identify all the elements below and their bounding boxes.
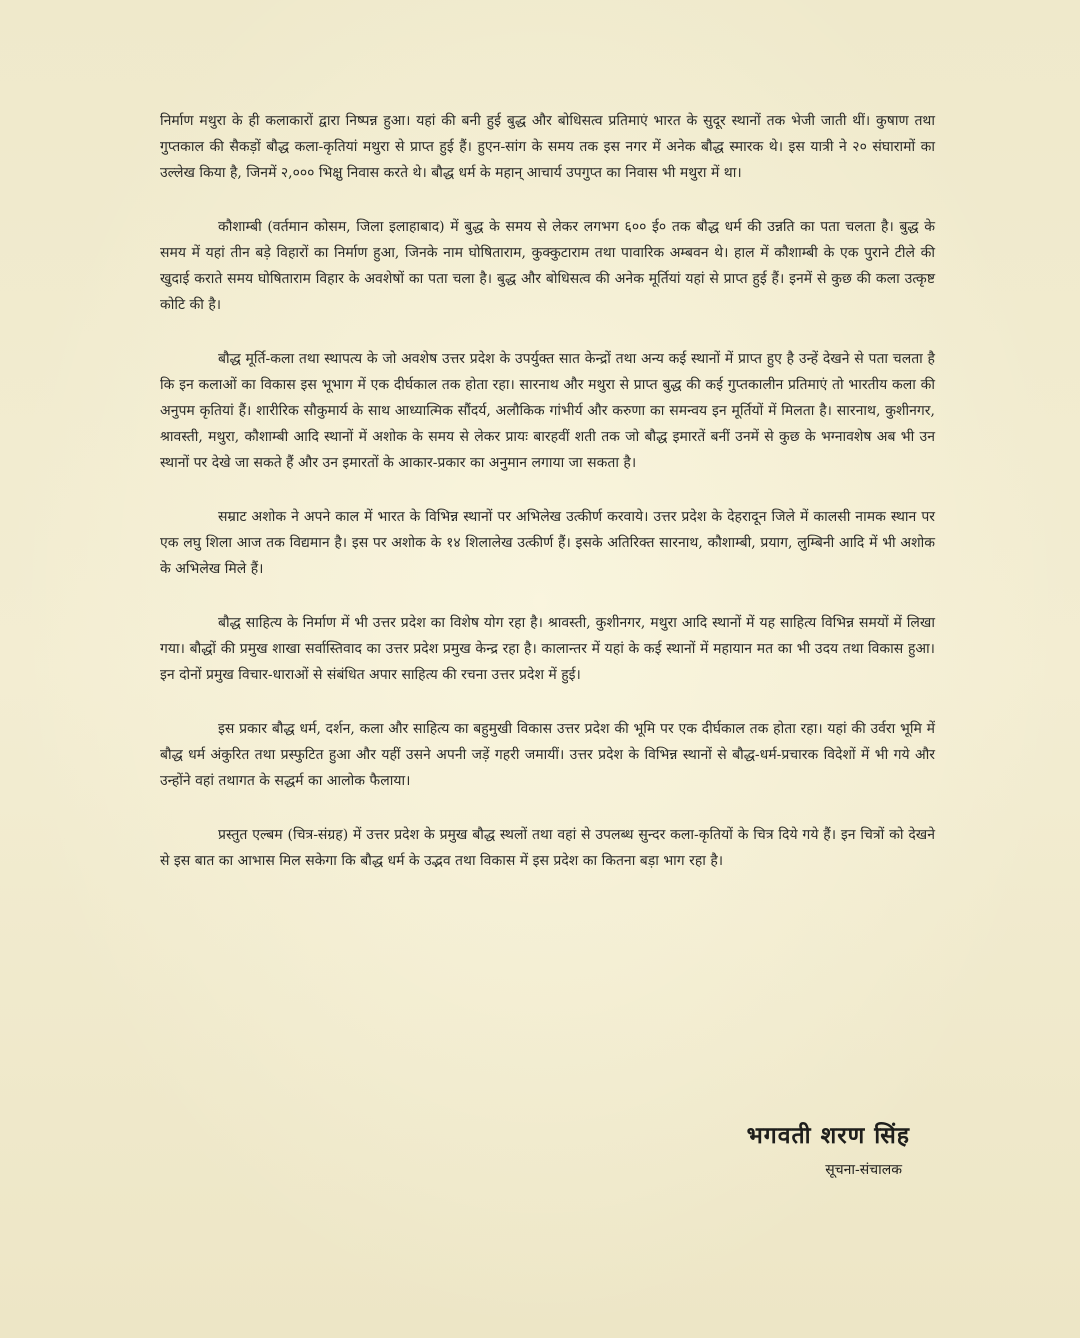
paragraph-album-intro: प्रस्तुत एल्बम (चित्र-संग्रह) में उत्तर प्रदेश के प्रमुख बौद्ध स्थलों तथा वहां से उपलब्ध सुन्दर कला-कृतियों के चित्र दिये गये हैं। इन चित्रों को देखने से इस बात का आभास मिल सकेगा कि बौद्ध धर्म के उद्भव तथा विकास में इस प्रदेश का कितना बड़ा भाग रहा है। — [160, 827, 935, 869]
paragraph-mathura: निर्माण मथुरा के ही कलाकारों द्वारा निष्पन्न हुआ। यहां की बनी हुई बुद्ध और बोधिसत्व प्रतिमाएं भारत के सुदूर स्थानों तक भेजी जाती थीं। कुषाण तथा गुप्तकाल की सैकड़ों बौद्ध कला-कृतियां मथुरा से प्राप्त हुई हैं। हुएन-सांग के समय तक इस नगर में अनेक बौद्ध स्मारक थे। इस यात्री ने २० संघारामों का उल्लेख किया है, जिनमें २,००० भिक्षु निवास करते थे। बौद्ध धर्म के महान् आचार्य उपगुप्त का निवास भी मथुरा में था। — [160, 113, 935, 181]
signatory-title: सूचना-संचालक — [825, 1162, 902, 1178]
body-text — [160, 108, 935, 902]
signature-block — [747, 1118, 910, 1179]
paragraph-kaushambi: कौशाम्बी (वर्तमान कोसम, जिला इलाहाबाद) में बुद्ध के समय से लेकर लगभग ६०० ई० तक बौद्ध धर्म की उन्नति का पता चलता है। बुद्ध के समय में यहां तीन बड़े विहारों का निर्माण हुआ, जिनके नाम घोषिताराम, कुक्कुटाराम तथा पावारिक अम्बवन थे। हाल में कौशाम्बी के एक पुराने टीले की खुदाई कराते समय घोषिताराम विहार के अवशेषों का पता चला है। बुद्ध और बोधिसत्व की अनेक मूर्तियां यहां से प्राप्त हुई हैं। इनमें से कुछ की कला उत्कृष्ट कोटि की है। — [160, 219, 935, 313]
paragraph-buddhist-literature: बौद्ध साहित्य के निर्माण में भी उत्तर प्रदेश का विशेष योग रहा है। श्रावस्ती, कुशीनगर, मथुरा आदि स्थानों में यह साहित्य विभिन्न समयों में लिखा गया। बौद्धों की प्रमुख शाखा सर्वास्तिवाद का उत्तर प्रदेश प्रमुख केन्द्र रहा है। कालान्तर में यहां के कई स्थानों में महायान मत का भी उदय तथा विकास हुआ। इन दोनों प्रमुख विचार-धाराओं से संबंधित अपार साहित्य की रचना उत्तर प्रदेश में हुई। — [160, 615, 935, 683]
paragraph-development-summary: इस प्रकार बौद्ध धर्म, दर्शन, कला और साहित्य का बहुमुखी विकास उत्तर प्रदेश की भूमि पर एक दीर्घकाल तक होता रहा। यहां की उर्वरा भूमि में बौद्ध धर्म अंकुरित तथा प्रस्फुटित हुआ और यहीं उसने अपनी जड़ें गहरी जमायीं। उत्तर प्रदेश के विभिन्न स्थानों से बौद्ध-धर्म-प्रचारक विदेशों में भी गये और उन्होंने वहां तथागत के सद्धर्म का आलोक फैलाया। — [160, 721, 935, 789]
paragraph-sculpture-architecture: बौद्ध मूर्ति-कला तथा स्थापत्य के जो अवशेष उत्तर प्रदेश के उपर्युक्त सात केन्द्रों तथा अन्य कई स्थानों में प्राप्त हुए है उन्हें देखने से पता चलता है कि इन कलाओं का विकास इस भूभाग में एक दीर्घकाल तक होता रहा। सारनाथ और मथुरा से प्राप्त बुद्ध की कई गुप्तकालीन प्रतिमाएं तो भारतीय कला की अनुपम कृतियां हैं। शारीरिक सौकुमार्य के साथ आध्यात्मिक सौंदर्य, अलौकिक गांभीर्य और करुणा का समन्वय इन मूर्तियों में मिलता है। सारनाथ, कुशीनगर, श्रावस्ती, मथुरा, कौशाम्बी आदि स्थानों में अशोक के समय से लेकर प्रायः बारहवीं शती तक जो बौद्ध इमारतें बनीं उनमें से कुछ के भग्नावशेष अब भी उन स्थानों पर देखे जा सकते हैं और उन इमारतों के आकार-प्रकार का अनुमान लगाया जा सकता है। — [160, 351, 935, 471]
paragraph-ashoka-inscriptions: सम्राट अशोक ने अपने काल में भारत के विभिन्न स्थानों पर अभिलेख उत्कीर्ण करवाये। उत्तर प्रदेश के देहरादून जिले में कालसी नामक स्थान पर एक लघु शिला आज तक विद्यमान है। इस पर अशोक के १४ शिलालेख उत्कीर्ण हैं। इसके अतिरिक्त सारनाथ, कौशाम्बी, प्रयाग, लुम्बिनी आदि में भी अशोक के अभिलेख मिले हैं। — [160, 509, 935, 577]
signatory-name: भगवती शरण सिंह — [746, 1122, 910, 1149]
